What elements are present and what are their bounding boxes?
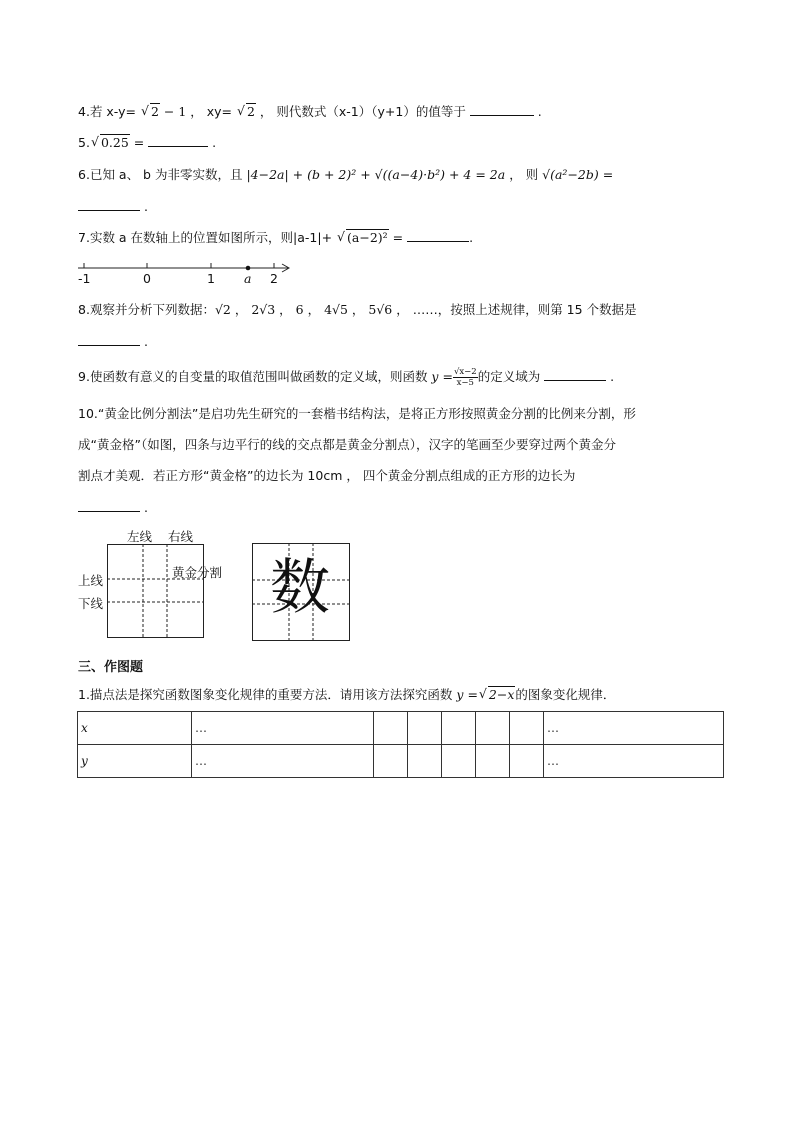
separator: ， <box>303 302 325 317</box>
question-text: ， ……，按照上述规律，则第 15 个数据是 <box>392 302 637 317</box>
sequence-term: 2√3 <box>251 302 276 317</box>
table-cell[interactable] <box>408 745 442 778</box>
answer-blank[interactable] <box>78 198 140 211</box>
question-6-blank-line <box>78 198 148 216</box>
row-header: y <box>78 745 192 778</box>
golden-point-label: 黄金分割 <box>172 565 223 580</box>
sqrt-expression <box>141 103 160 121</box>
question-10-line: 10.“黄金比例分割法”是启功先生研究的一套楷书结构法，是将正方形按照黄金分割的比例来分割，形 <box>78 406 636 421</box>
punctuation: . <box>140 199 148 214</box>
table-cell[interactable] <box>476 712 510 745</box>
denominator: x−5 <box>456 378 474 388</box>
point-a-marker <box>246 266 251 271</box>
punctuation: . <box>140 500 148 515</box>
row-header: x <box>78 712 192 745</box>
question-text: 的图象变化规律． <box>515 687 616 702</box>
math-text: = <box>129 135 149 150</box>
sample-character: 数 <box>270 553 330 623</box>
sqrt-expression <box>479 686 515 704</box>
question-text: 观察并分析下列数据： <box>89 302 215 317</box>
answer-blank[interactable] <box>148 134 208 147</box>
grid-frame <box>108 545 204 638</box>
section-title: 三、作图题 <box>78 660 144 675</box>
table-cell[interactable] <box>476 745 510 778</box>
value-table <box>77 711 724 778</box>
question-text: ， 则 <box>505 167 543 182</box>
separator: ， <box>275 302 296 317</box>
question-6 <box>78 166 613 184</box>
table-cell[interactable] <box>510 745 544 778</box>
answer-blank[interactable] <box>78 499 140 512</box>
axis-label: -1 <box>78 271 91 286</box>
sequence-term: 5√6 <box>368 302 393 317</box>
lower-line-label: 下线 <box>78 596 104 611</box>
axis-label: 0 <box>143 271 151 286</box>
answer-blank[interactable] <box>470 103 534 116</box>
question-number: 9. <box>78 369 90 384</box>
golden-grid-diagram <box>107 544 205 640</box>
section3-question-1 <box>78 686 615 704</box>
question-text: 若 x-y= <box>89 104 140 119</box>
table-cell[interactable]: … <box>192 745 374 778</box>
table-cell[interactable] <box>442 712 476 745</box>
radicand: (a−2)² <box>347 230 388 245</box>
question-5 <box>78 134 216 152</box>
question-number: 8. <box>78 302 90 317</box>
math-text: y = <box>456 687 478 702</box>
question-text: ， xy= <box>186 104 236 119</box>
table-cell[interactable] <box>408 712 442 745</box>
question-8-blank-line <box>78 333 148 351</box>
table-row <box>78 712 724 745</box>
punctuation: . <box>208 135 217 150</box>
table-cell[interactable] <box>374 745 408 778</box>
axis-label: a <box>244 271 252 286</box>
question-text: 已知 a、 b 为非零实数，且 <box>89 167 247 182</box>
radicand: 2−x <box>488 687 515 702</box>
number-line-figure <box>76 258 296 292</box>
question-8 <box>78 301 637 319</box>
question-text: 1.描点法是探究函数图象变化规律的重要方法．请用该方法探究函数 <box>78 687 457 702</box>
table-cell[interactable] <box>442 745 476 778</box>
answer-blank[interactable] <box>544 368 606 381</box>
table-cell[interactable] <box>374 712 408 745</box>
right-line-label: 右线 <box>168 529 194 544</box>
question-text: 的定义域为 <box>477 369 545 384</box>
sequence-term: √2 <box>214 302 231 317</box>
upper-line-label: 上线 <box>78 573 104 588</box>
table-cell[interactable]: … <box>544 745 724 778</box>
table-row <box>78 745 724 778</box>
table-cell[interactable]: … <box>192 712 374 745</box>
answer-blank[interactable] <box>407 229 469 242</box>
math-text: − 1 <box>159 104 187 119</box>
punctuation: . <box>140 334 148 349</box>
table-cell[interactable]: … <box>544 712 724 745</box>
left-line-label: 左线 <box>127 529 153 544</box>
question-number: 6. <box>78 167 90 182</box>
sqrt-expression <box>237 103 256 121</box>
math-text: y = <box>431 369 453 384</box>
math-expression: √(a²−2b) = <box>542 167 614 182</box>
question-4 <box>78 103 542 121</box>
numerator: √x−2 <box>453 367 477 377</box>
sequence-term: 4√5 <box>324 302 348 317</box>
question-number: 4. <box>78 104 90 119</box>
question-10-blank-line <box>78 499 148 517</box>
question-text: 使函数有意义的自变量的取值范围叫做函数的定义域，则函数 <box>89 369 432 384</box>
sqrt-expression <box>91 134 130 152</box>
question-text: ， 则代数式（x-1）（y+1）的值等于 <box>255 104 470 119</box>
axis-label: 2 <box>270 271 278 286</box>
question-9 <box>78 367 614 388</box>
question-10-line: 割点才美观．若正方形“黄金格”的边长为 10cm ， 四个黄金分割点组成的正方形的边长为 <box>78 468 576 483</box>
question-7 <box>78 229 473 247</box>
math-text: = <box>388 230 408 245</box>
radicand: 0.25 <box>100 135 129 150</box>
axis-label: 1 <box>207 271 215 286</box>
punctuation: . <box>533 104 542 119</box>
question-number: 7. <box>78 230 90 245</box>
question-10-line: 成“黄金格”（如图，四条与边平行的线的交点都是黄金分割点），汉字的笔画至少要穿过两个黄金分 <box>78 437 616 452</box>
punctuation: . <box>469 230 474 245</box>
sqrt-expression <box>337 229 389 247</box>
question-number: 5. <box>78 135 90 150</box>
table-cell[interactable] <box>510 712 544 745</box>
answer-blank[interactable] <box>78 333 140 346</box>
math-expression: |4−2a| + (b + 2)² + √((a−4)·b²) + 4 = 2a <box>246 167 506 182</box>
radicand: 2 <box>246 104 255 119</box>
question-text: 实数 a 在数轴上的位置如图所示，则|a-1|+ <box>89 230 337 245</box>
fraction <box>453 367 478 388</box>
sequence-term: 6 <box>295 302 304 317</box>
punctuation: . <box>606 369 615 384</box>
separator: ， <box>230 302 252 317</box>
separator: ， <box>347 302 369 317</box>
radicand: 2 <box>150 104 159 119</box>
